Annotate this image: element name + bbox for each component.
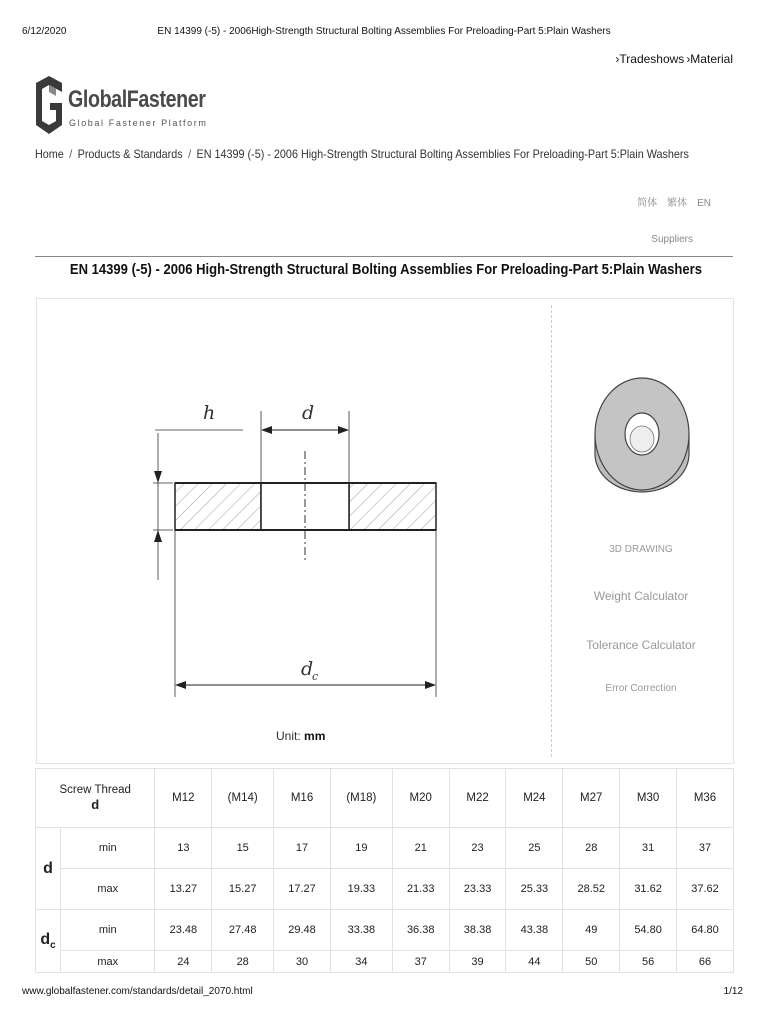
nav-tradeshows-link[interactable]: ›Tradeshows [615, 52, 685, 66]
table-cell: 39 [449, 951, 506, 973]
breadcrumb-separator: / [188, 147, 192, 161]
table-cell: 44 [506, 951, 563, 973]
size-header: M12 [155, 769, 212, 828]
table-cell: 23.33 [449, 869, 506, 910]
table-row [36, 869, 734, 910]
breadcrumb-separator: / [69, 147, 73, 161]
breadcrumb [35, 147, 689, 161]
label-dc-sub: c [312, 670, 319, 683]
size-header: M20 [392, 769, 449, 828]
size-header: M27 [563, 769, 620, 828]
table-cell: 29.48 [274, 910, 331, 951]
lang-traditional[interactable]: 繁体 [667, 198, 688, 209]
washer-3d-icon[interactable] [592, 376, 692, 496]
footer-url: www.globalfastener.com/standards/detail_2070.html [22, 986, 253, 997]
dimensions-table [35, 768, 734, 973]
lang-simplified[interactable]: 简体 [637, 198, 658, 209]
table-cell: 21.33 [392, 869, 449, 910]
3d-drawing-link[interactable]: 3D DRAWING [609, 544, 673, 555]
table-cell: 30 [274, 951, 331, 973]
table-row [36, 951, 734, 973]
table-cell: 33.38 [330, 910, 392, 951]
table-row [36, 910, 734, 951]
table-cell: 31.62 [620, 869, 677, 910]
size-header: M22 [449, 769, 506, 828]
table-cell: 38.38 [449, 910, 506, 951]
size-header: (M18) [330, 769, 392, 828]
size-header: (M14) [212, 769, 274, 828]
table-cell: 25.33 [506, 869, 563, 910]
table-cell: 17 [274, 828, 331, 869]
table-cell: 66 [677, 951, 734, 973]
label-dc: d [301, 658, 314, 680]
table-cell: 15 [212, 828, 274, 869]
row-group-symbol: $d_c$ [36, 910, 61, 973]
logo-name[interactable]: GlobalFastener [68, 86, 206, 113]
logo-tagline: Global Fastener Platform [69, 118, 208, 128]
divider [35, 256, 733, 257]
table-cell: 37.62 [677, 869, 734, 910]
table-cell: 28 [212, 951, 274, 973]
print-header-title: EN 14399 (-5) - 2006High-Strength Structural Bolting Assemblies For Preloading-Part 5:Plain Washers [157, 26, 611, 37]
size-header: M24 [506, 769, 563, 828]
label-h: h [203, 402, 216, 424]
error-correction-link[interactable]: Error Correction [605, 683, 677, 694]
nav-material-link[interactable]: ›Material [686, 52, 733, 66]
size-header: M16 [274, 769, 331, 828]
table-cell: 31 [620, 828, 677, 869]
table-cell: 23.48 [155, 910, 212, 951]
table-cell: 56 [620, 951, 677, 973]
unit-value: mm [304, 729, 326, 743]
row-label: min [61, 910, 155, 951]
row-label: max [61, 951, 155, 973]
table-cell: 19 [330, 828, 392, 869]
table-cell: 13.27 [155, 869, 212, 910]
table-cell: 49 [563, 910, 620, 951]
table-cell: 23 [449, 828, 506, 869]
suppliers-link[interactable]: Suppliers [651, 234, 693, 245]
table-row [36, 828, 734, 869]
unit-label: Unit: mm [276, 729, 326, 743]
breadcrumb-current: EN 14399 (-5) - 2006 High-Strength Structural Bolting Assemblies For Preloading-Part 5:Plain Washers [196, 147, 689, 161]
washer-technical-drawing [145, 395, 445, 725]
table-cell: 13 [155, 828, 212, 869]
table-cell: 37 [677, 828, 734, 869]
table-cell: 21 [392, 828, 449, 869]
breadcrumb-products[interactable]: Products & Standards [77, 147, 183, 161]
print-date: 6/12/2020 [22, 26, 67, 37]
table-cell: 50 [563, 951, 620, 973]
footer-page-number: 1/12 [723, 986, 743, 997]
breadcrumb-home[interactable]: Home [35, 147, 64, 161]
size-header: M30 [620, 769, 677, 828]
table-cell: 15.27 [212, 869, 274, 910]
tolerance-calculator-link[interactable]: Tolerance Calculator [586, 638, 696, 652]
top-nav [613, 52, 733, 66]
label-d: d [302, 402, 315, 424]
table-cell: 24 [155, 951, 212, 973]
table-cell: 34 [330, 951, 392, 973]
weight-calculator-link[interactable]: Weight Calculator [593, 589, 689, 603]
size-header: M36 [677, 769, 734, 828]
table-cell: 64.80 [677, 910, 734, 951]
language-switcher [627, 194, 711, 209]
row-group-symbol: d [36, 828, 61, 910]
table-cell: 17.27 [274, 869, 331, 910]
panel-divider [551, 305, 552, 757]
table-cell: 43.38 [506, 910, 563, 951]
table-cell: 28 [563, 828, 620, 869]
table-cell: 27.48 [212, 910, 274, 951]
row-label: min [61, 828, 155, 869]
table-cell: 19.33 [330, 869, 392, 910]
table-cell: 25 [506, 828, 563, 869]
lang-english[interactable]: EN [697, 198, 711, 209]
page-title: EN 14399 (-5) - 2006 High-Strength Structural Bolting Assemblies For Preloading-Part 5:Plain Washers [69, 262, 703, 278]
table-cell: 28.52 [563, 869, 620, 910]
table-cell: 37 [392, 951, 449, 973]
screw-thread-header: Screw Thread d [36, 769, 155, 828]
table-cell: 36.38 [392, 910, 449, 951]
table-cell: 54.80 [620, 910, 677, 951]
table-header-row [36, 769, 734, 828]
row-label: max [61, 869, 155, 910]
